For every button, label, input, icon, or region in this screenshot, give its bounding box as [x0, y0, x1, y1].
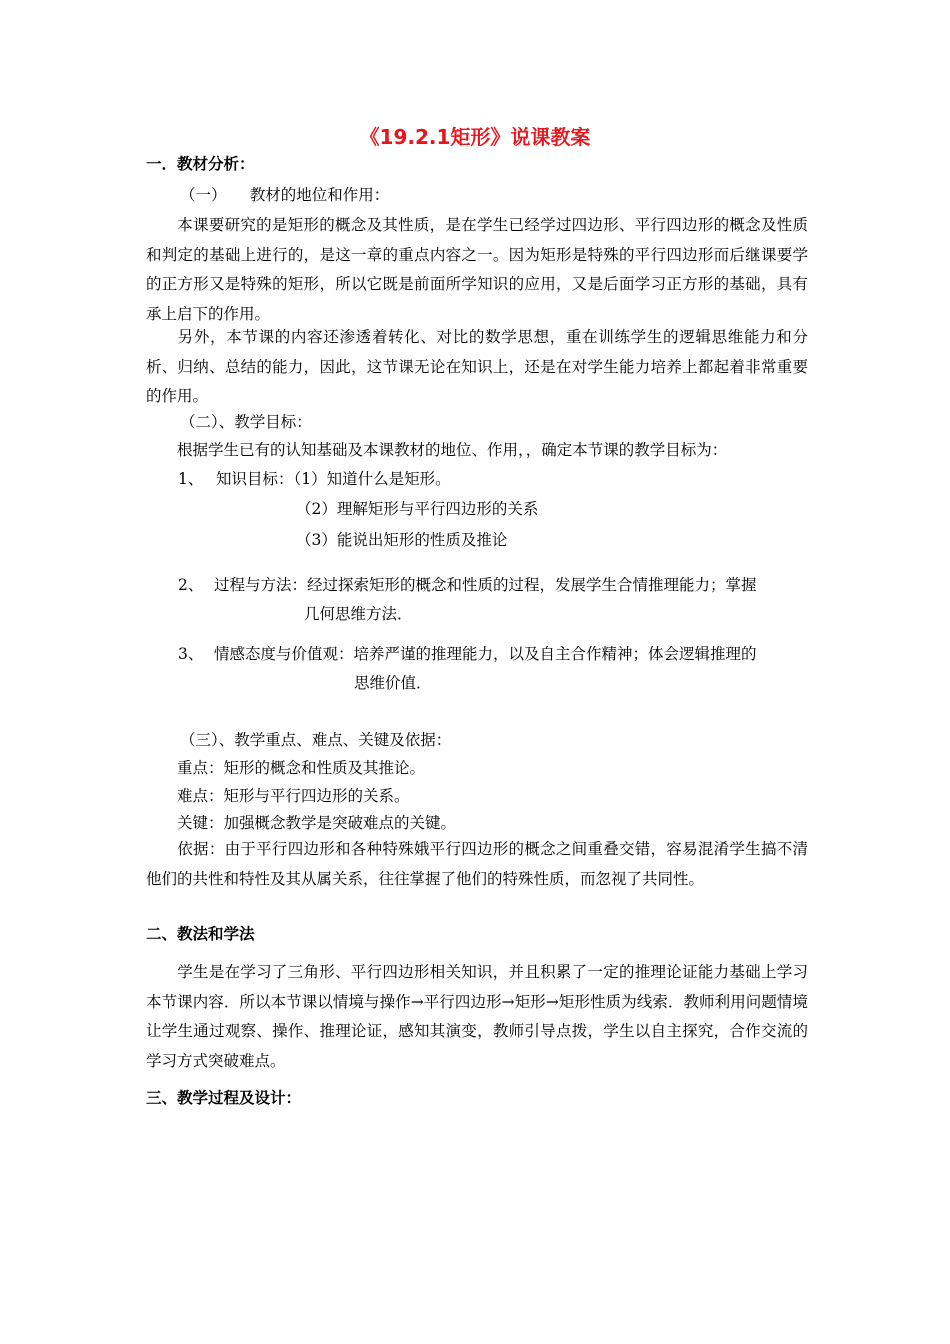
goal-1-item-3: （3）能说出矩形的性质及推论 [296, 531, 508, 549]
paragraph-role-text: 本课要研究的是矩形的概念及其性质，是在学生已经学过四边形、平行四边形的概念及性质和判定的基础上进行的，是这一章的重点内容之一。因为矩形是特殊的平行四边形而后继课要学的正方形又是特殊的矩形，所以它既是前面所学知识的应用，又是后面学习正方形的基础，具有承上启下的作用。 [146, 216, 808, 323]
goal-2-continuation: 几何思维方法． [304, 605, 413, 623]
paragraph-methods [146, 958, 808, 1076]
subsection-2-heading: （二）、教学目标： [180, 413, 312, 431]
paragraph-basis-text: 依据：由于平行四边形和各种特殊娥平行四边形的概念之间重叠交错，容易混淆学生搞不清他们的共性和特性及其从属关系，往往掌握了他们的特殊性质，而忽视了共同性。 [146, 840, 808, 888]
section-3-heading: 三、教学过程及设计： [146, 1089, 302, 1107]
difficulty-line: 难点：矩形与平行四边形的关系。 [177, 787, 410, 805]
key-point-line: 重点：矩形的概念和性质及其推论。 [177, 759, 426, 777]
goal-1-number: 1、 [178, 470, 204, 488]
document-title: 《19.2.1矩形》说课教案 [359, 125, 591, 149]
goal-3-number: 3、 [178, 645, 204, 663]
goal-3-text: 情感态度与价值观：培养严谨的推理能力，以及自主合作精神；体会逻辑推理的 [214, 645, 757, 663]
paragraph-basis [146, 835, 808, 894]
subsection-1-heading: （一） 教材的地位和作用： [180, 186, 390, 204]
goals-intro: 根据学生已有的认知基础及本课教材的地位、作用，，确定本节课的教学目标为： [177, 441, 728, 459]
subsection-3-heading: （三）、教学重点、难点、关键及依据： [180, 731, 452, 749]
paragraph-additional-text: 另外，本节课的内容还渗透着转化、对比的数学思想，重在训练学生的逻辑思维能力和分析、归纳、总结的能力，因此，这节课无论在知识上，还是在对学生能力培养上都起着非常重要的作用。 [146, 328, 808, 405]
goal-3-continuation: 思维价值． [354, 674, 432, 692]
goal-1-text: 知识目标：（1）知道什么是矩形。 [216, 470, 451, 488]
section-2-heading: 二、教法和学法 [146, 925, 255, 943]
goal-1-item-2: （2）理解矩形与平行四边形的关系 [296, 500, 539, 518]
paragraph-role [146, 211, 808, 329]
paragraph-additional [146, 323, 808, 412]
paragraph-methods-text: 学生是在学习了三角形、平行四边形相关知识，并且积累了一定的推理论证能力基础上学习本节课内容．所以本节课以情境与操作→平行四边形→矩形→矩形性质为线索．教师利用问题情境让学生通过观察、操作、推理论证，感知其演变，教师引导点拨，学生以自主探究，合作交流的学习方式突破难点。 [146, 963, 808, 1070]
goal-2-number: 2、 [178, 576, 204, 594]
key-line: 关键：加强概念教学是突破难点的关键。 [177, 814, 457, 832]
goal-2-text: 过程与方法：经过探索矩形的概念和性质的过程，发展学生合情推理能力；掌握 [214, 576, 757, 594]
section-1-heading: 一．教材分析： [146, 155, 255, 173]
